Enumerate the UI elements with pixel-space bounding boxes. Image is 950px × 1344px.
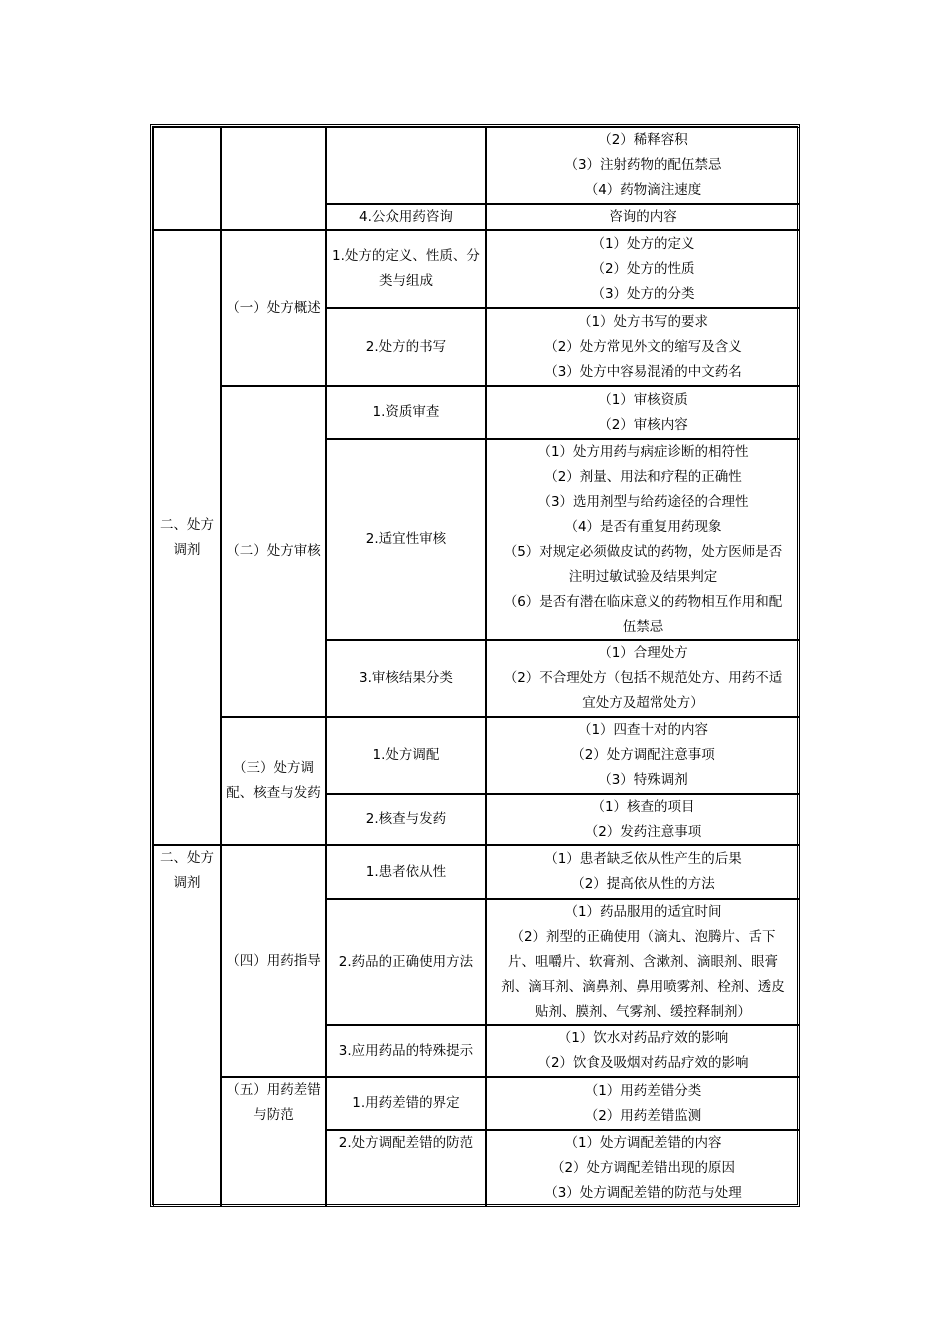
item-cell — [326, 640, 486, 717]
subsection-cell-line: （二）处方审核 — [226, 543, 321, 559]
content-cell-line: （4）药物滴注速度 — [584, 182, 702, 198]
content-cell-line: （3）选用剂型与给药途径的合理性 — [537, 493, 749, 510]
content-cell-line: （2）处方调配注意事项 — [571, 747, 715, 763]
content-cell-line: （6）是否有潜在临床意义的药物相互作用和配 — [503, 593, 783, 610]
content-cell-line: 剂、滴耳剂、滴鼻剂、鼻用喷雾剂、栓剂、透皮 — [501, 978, 785, 995]
section-cell-empty — [153, 127, 221, 230]
content-cell-line: （1）审核资质 — [598, 391, 688, 408]
section-cell-line: 调剂 — [173, 875, 201, 891]
item-cell-line: 1.用药差错的界定 — [352, 1095, 460, 1111]
content-cell-line: （5）对规定必须做皮试的药物，处方医师是否 — [503, 543, 783, 560]
content-cell-line: （2）发药注意事项 — [584, 823, 702, 840]
section-cell-line: 二、处方调剂 — [160, 516, 214, 558]
content-cell-line: （1）饮水对药品疗效的影响 — [557, 1030, 729, 1046]
content-cell — [486, 1130, 800, 1207]
item-cell — [326, 204, 486, 230]
item-cell-line: 1.患者依从性 — [365, 863, 447, 880]
content-cell-line: （2）用药差错监测 — [584, 1107, 702, 1124]
content-cell-line: （3）特殊调剂 — [598, 772, 688, 788]
content-cell-line: （1）四查十对的内容 — [577, 722, 709, 738]
item-cell-empty — [326, 127, 486, 204]
content-cell-line: （1）药品服用的适宜时间 — [564, 903, 722, 920]
content-cell-line: （2）剂量、用法和疗程的正确性 — [544, 468, 742, 485]
content-cell-line: 片、咀嚼片、软膏剂、含漱剂、滴眼剂、眼膏 — [508, 953, 778, 970]
content-cell-line: （4）是否有重复用药现象 — [564, 518, 722, 535]
content-cell-line: （3）处方的分类 — [591, 285, 695, 302]
item-cell — [326, 794, 486, 845]
subsection-cell — [221, 845, 326, 1077]
content-cell-line: （2）不合理处方（包括不规范处方、用药不适 — [503, 670, 783, 686]
content-cell-line: 伍禁忌 — [622, 618, 664, 635]
subsection-cell-empty — [221, 127, 326, 230]
subsection-cell-line: （四）用药指导 — [226, 952, 321, 969]
section-cell — [153, 845, 221, 1207]
item-cell-line: 1.处方的定义、性质、分类与组成 — [332, 248, 480, 289]
item-cell-line: 4.公众用药咨询 — [359, 208, 453, 225]
content-cell — [486, 230, 800, 308]
item-cell — [326, 845, 486, 899]
content-cell-line: （1）用药差错分类 — [584, 1082, 702, 1099]
item-cell-line: 1.处方调配 — [372, 747, 440, 763]
content-cell-line: （1）处方书写的要求 — [577, 313, 709, 330]
content-cell — [486, 640, 800, 717]
item-cell-line: 2.核查与发药 — [365, 811, 447, 827]
item-cell-line: 2.药品的正确使用方法 — [338, 953, 474, 970]
content-cell-line: （1）处方的定义 — [591, 235, 695, 252]
content-cell-line: （2）处方调配差错出现的原因 — [550, 1160, 736, 1176]
subsection-cell-line: （一）处方概述 — [226, 299, 321, 316]
subsection-cell-line: 与防范 — [253, 1107, 294, 1123]
content-cell-line: （2）处方常见外文的缩写及含义 — [544, 338, 742, 355]
content-cell-line: （1）核查的项目 — [591, 798, 695, 815]
content-cell-line: （3）处方调配差错的防范与处理 — [544, 1185, 742, 1201]
section-cell — [153, 230, 221, 845]
content-cell — [486, 717, 800, 794]
item-cell — [326, 439, 486, 640]
content-cell-line: （2）饮食及吸烟对药品疗效的影响 — [537, 1055, 749, 1071]
subsection-cell-line: （三）处方调 — [233, 760, 314, 776]
item-cell-line: 3.应用药品的特殊提示 — [338, 1042, 474, 1059]
content-cell-line: （2）提高依从性的方法 — [571, 876, 715, 892]
content-cell-line: （2）剂型的正确使用（滴丸、泡腾片、舌下 — [510, 928, 776, 945]
content-cell-line: 注明过敏试验及结果判定 — [568, 568, 718, 585]
content-cell — [486, 1025, 800, 1077]
item-cell — [326, 1077, 486, 1130]
content-cell — [486, 845, 800, 899]
content-cell — [486, 204, 800, 230]
item-cell-line: 1.资质审查 — [372, 404, 440, 420]
content-cell-line: （1）处方调配差错的内容 — [564, 1135, 722, 1151]
item-cell — [326, 1025, 486, 1077]
subsection-cell-line: （五）用药差错 — [226, 1082, 321, 1098]
content-cell — [486, 386, 800, 439]
item-cell — [326, 308, 486, 386]
content-cell — [486, 794, 800, 845]
content-cell — [486, 308, 800, 386]
subsection-cell-line: 配、核查与发药 — [226, 785, 321, 801]
content-cell-line: 贴剂、膜剂、气雾剂、缓控释制剂） — [535, 1003, 751, 1020]
subsection-cell — [221, 386, 326, 717]
subsection-cell — [221, 717, 326, 845]
item-cell — [326, 1130, 486, 1207]
content-cell — [486, 439, 800, 640]
content-cell — [486, 899, 800, 1025]
content-cell-line: （2）稀释容积 — [598, 132, 688, 148]
item-cell — [326, 386, 486, 439]
content-cell-line: 咨询的内容 — [609, 208, 677, 225]
content-cell — [486, 1077, 800, 1130]
item-cell — [326, 230, 486, 308]
item-cell — [326, 717, 486, 794]
subsection-cell — [221, 230, 326, 386]
syllabus-table — [150, 124, 800, 1207]
content-cell-line: （2）处方的性质 — [591, 260, 695, 277]
content-cell-line: （1）处方用药与病症诊断的相符性 — [537, 443, 749, 460]
item-cell-line: 3.审核结果分类 — [359, 670, 453, 686]
item-cell — [326, 899, 486, 1025]
subsection-cell — [221, 1077, 326, 1207]
content-cell-line: （1）合理处方 — [598, 645, 688, 661]
content-cell-line: （1）患者缺乏依从性产生的后果 — [544, 851, 742, 867]
item-cell-line: 2.适宜性审核 — [365, 531, 447, 547]
content-cell-line: （2）审核内容 — [598, 416, 688, 433]
content-cell-line: （3）注射药物的配伍禁忌 — [564, 157, 722, 173]
content-cell-line: （3）处方中容易混淆的中文药名 — [544, 363, 742, 380]
item-cell-line: 2.处方的书写 — [365, 338, 447, 355]
content-cell — [486, 127, 800, 204]
content-cell-line: 宜处方及超常处方） — [582, 695, 704, 711]
item-cell-line: 2.处方调配差错的防范 — [338, 1135, 474, 1151]
section-cell-line: 二、处方 — [160, 850, 214, 866]
